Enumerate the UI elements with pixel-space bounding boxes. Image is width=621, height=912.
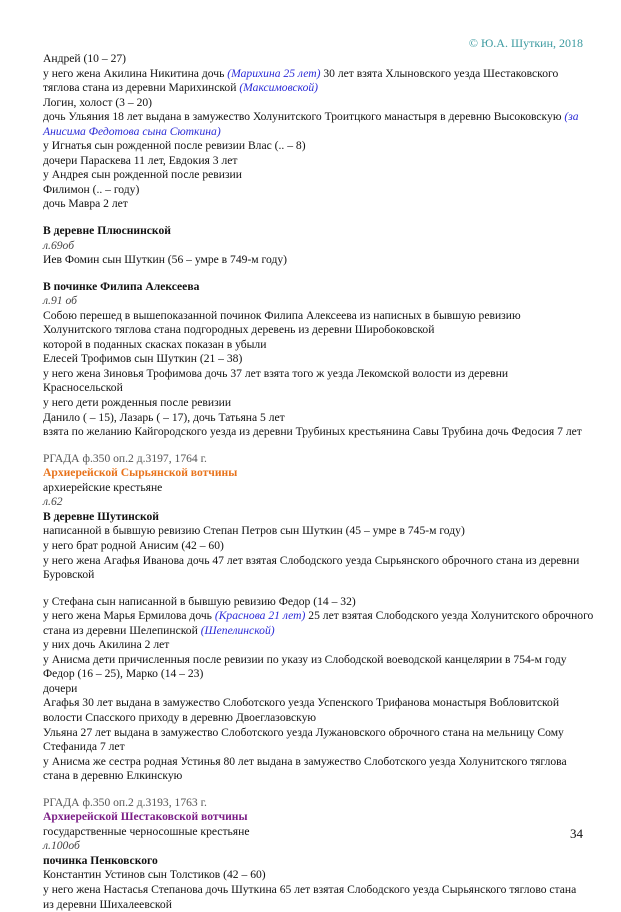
text-line: Елесей Трофимов сын Шуткин (21 – 38) [43,352,243,366]
section-household-andrey [43,52,593,212]
folio-reference: л.91 об [43,294,77,308]
folio-reference: л.62 [43,495,63,509]
text-line: у Анисма же сестра родная Устинья 80 лет выдана в замужество Слоботского уезда Холунитского тяглова [43,754,567,768]
copyright-notice: © Ю.А. Шуткин, 2018 [468,36,583,50]
text-line: написанной в бывшую ревизию Степан Петров сын Шуткин (45 – умре в 745-м году) [43,524,465,538]
page-number: 34 [570,826,583,841]
text: 25 лет взятая Слободского уезда Холунитского оброчного [305,609,594,623]
archive-citation: РГАДА ф.350 оп.2 д.3197, 1764 г. [43,451,207,465]
annotation: (Краснова 21 лет) [214,609,306,623]
section-shestakovskaya-estate [43,796,593,912]
text-line: Данило ( – 15), Лазарь ( – 17), дочь Татьяна 5 лет [43,410,285,424]
text-line [43,110,593,125]
annotation: Анисима Федотова сына Сюткина) [43,124,221,138]
text: у него жена Марья Ермилова дочь [43,609,215,623]
section-heading: В деревне Шутинской [43,509,159,523]
section-heading: В деревне Плюснинской [43,224,171,238]
section-filip-alekseev [43,280,593,440]
text-line: у Андрея сын рожденной после ревизии [43,168,242,182]
text: стана из деревни Шелепинской [43,623,201,637]
text-line: у Игнатья сын рожденной после ревизии Влас (.. – 8) [43,139,306,153]
folio-reference: л.69об [43,238,75,252]
text: тяглова стана из деревни Марихинской [43,81,240,95]
text: у него жена Акилина Никитина дочь [43,66,228,80]
archive-citation: РГАДА ф.350 оп.2 д.3193, 1763 г. [43,795,207,809]
section-heading: починка Пенковского [43,853,158,867]
text-line: дочери Параскева 11 лет, Евдокия 3 лет [43,153,238,167]
text-line: Федор (16 – 25), Марко (14 – 23) [43,667,204,681]
spacer [43,583,593,595]
section-syryanskaya-estate [43,452,593,583]
text-line: взята по желанию Кайгородского уезда из деревни Трубиных крестьянина Савы Трубина дочь Федосия 7 лет [43,425,582,439]
text-line: Буровской [43,568,95,582]
annotation: (Марихина 25 лет) [227,66,321,80]
annotation: (Максимовской) [239,81,319,95]
text-line: дочь Мавра 2 лет [43,197,128,211]
text-line [43,67,593,82]
text-line: у него дети рожденныя после ревизии [43,396,232,410]
text-line: Собою перешед в вышепоказанной починок Филипа Алексеева из написных в бывшую ревизию [43,308,521,322]
text: дочь Ульяния 18 лет выдана в замужество Холунитского Троитцкого манастыря в деревню Высоковскую [43,110,565,124]
annotation: (за [564,110,579,124]
text-line: Агафья 30 лет выдана в замужество Слоботского уезда Успенского Трифанова монастыря Вобловитской [43,696,560,710]
text-line: Логин, холост (3 – 20) [43,95,153,109]
estate-heading: Архиерейской Шестаковской вотчины [43,810,248,824]
text-line: Филимон (.. – году) [43,182,140,196]
text-line [43,609,593,624]
text-line: у него жена Настасья Степанова дочь Шуткина 65 лет взятая Слободского уезда Сырьянского тяглово стана [43,882,577,896]
text-line: Андрей (10 – 27) [43,52,127,65]
estate-heading: Архиерейской Сырьянской вотчины [43,466,238,480]
text-line: из деревни Шихалеевской [43,897,172,911]
peasant-category: государственные черносошные крестьяне [43,824,250,838]
section-heading: В починке Филипа Алексеева [43,279,200,293]
section-plyusninskaya [43,224,593,268]
text-line: у него брат родной Анисим (42 – 60) [43,538,224,552]
text-line: Холунитского тяглова стана подгородных деревень из деревни Широбоковской [43,323,435,337]
spacer [43,212,593,224]
text-line: Ульяна 27 лет выдана в замужество Слоботского уезда Лужановского оброчного стана на мельницу Сому [43,725,564,739]
text-line: у него жена Агафья Иванова дочь 47 лет взятая Слободского уезда Сырьянского оброчного стана из деревни [43,553,580,567]
text-line: у них дочь Акилина 2 лет [43,638,170,652]
text-line: у Стефана сын написанной в бывшую ревизию Федор (14 – 32) [43,594,356,608]
text-line: стана в деревню Елкинскую [43,769,183,783]
text: 30 лет взята Хлыновского уезда Шестаковского [320,66,559,80]
section-stefan-household [43,595,593,784]
folio-reference: л.100об [43,839,80,853]
text-line [43,624,593,639]
spacer [43,440,593,452]
text-line: дочери [43,681,78,695]
spacer [43,784,593,796]
annotation: (Шепелинской) [200,623,275,637]
text-line: у него жена Зиновья Трофимова дочь 37 лет взята того ж уезда Лекомской волости из деревни [43,366,509,380]
text-line: у Анисма дети причисленныя после ревизии по указу из Слободской воеводской канцелярии в 754-м году [43,652,567,666]
peasant-category: архиерейские крестьяне [43,480,163,494]
text-line: Константин Устинов сын Толстиков (42 – 60) [43,868,266,882]
text-line: Красносельской [43,381,123,395]
text-line: Стефанида 7 лет [43,740,125,754]
document-body [43,52,593,912]
text-line: волости Спасского приходу в деревню Двоеглазовскую [43,710,317,724]
spacer [43,268,593,280]
text-line: которой в поданных скасках показан в убыли [43,337,267,351]
text-line: Иев Фомин сын Шуткин (56 – умре в 749-м году) [43,253,288,267]
text-line [43,81,593,96]
